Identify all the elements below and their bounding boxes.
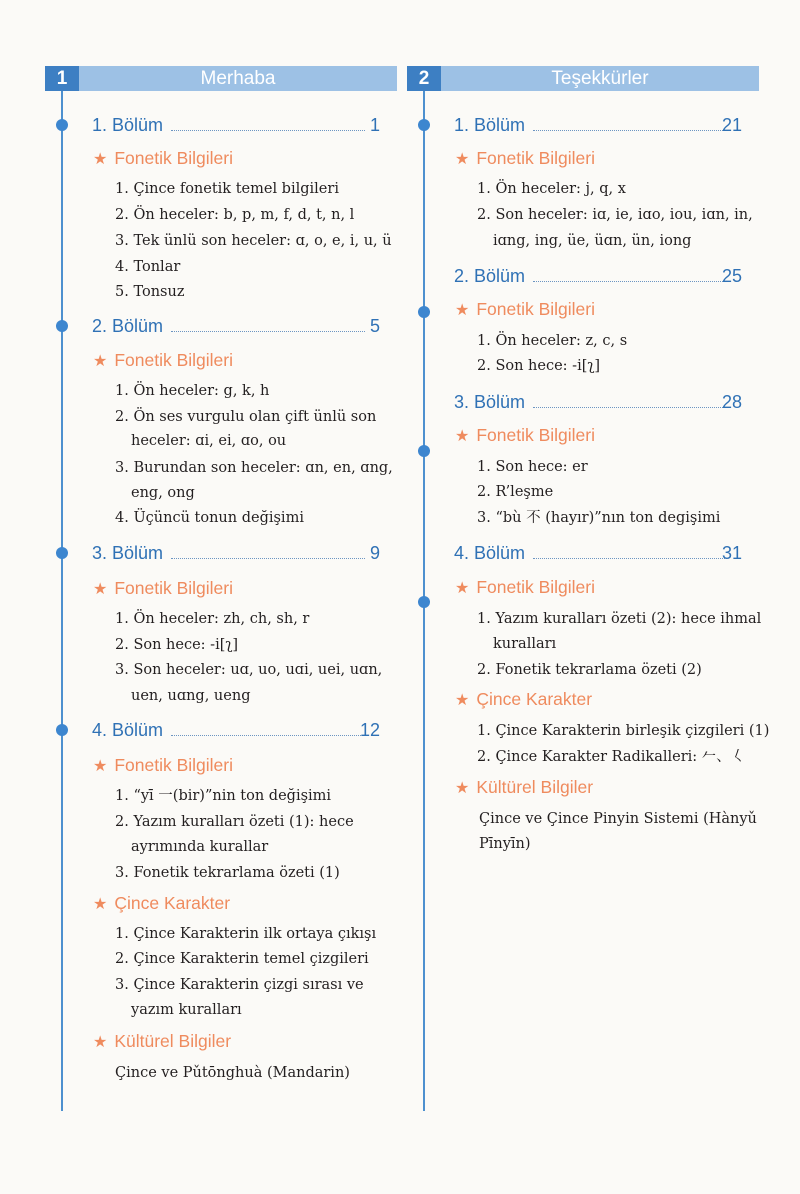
lesson-title: Merhaba <box>200 68 276 89</box>
list-item: 4. Üçüncü tonun değişimi <box>115 510 304 526</box>
list-item: 2. Ön heceler: b, p, m, f, d, t, n, l <box>115 207 355 223</box>
page-number: 28 <box>721 392 742 412</box>
list-item: 2. R’leşme <box>477 484 554 500</box>
timeline-dot <box>418 306 430 318</box>
section-cince-karakter: ★ Çince Karakter <box>455 689 593 709</box>
list-item: heceler: ɑi, ei, ɑo, ou <box>131 433 287 449</box>
section-fonetik: ★ Fonetik Bilgileri <box>93 578 233 598</box>
timeline-dot <box>418 445 430 457</box>
section-fonetik: ★ Fonetik Bilgileri <box>455 299 595 319</box>
page-number: 25 <box>721 266 742 286</box>
dot-leader <box>533 130 727 131</box>
dot-leader <box>533 407 727 408</box>
bolum-2-entry[interactable] <box>407 264 759 290</box>
list-item: 3. Çince Karakterin çizgi sırası ve <box>115 977 364 993</box>
timeline-dot <box>56 320 68 332</box>
bolum-3-entry[interactable] <box>407 390 759 416</box>
bolum-1-entry[interactable] <box>45 113 397 139</box>
list-item: iɑng, ing, üe, üɑn, ün, iong <box>493 233 692 249</box>
lesson-number: 1 <box>45 66 79 91</box>
timeline-line <box>61 91 63 1111</box>
lesson-title: Teşekkürler <box>551 68 649 89</box>
star-icon: ★ <box>93 581 108 598</box>
bolum-label: 3. Bölüm <box>454 390 528 414</box>
dot-leader <box>533 558 727 559</box>
star-icon: ★ <box>455 151 470 168</box>
lesson-number: 2 <box>407 66 441 91</box>
list-item: 2. Fonetik tekrarlama özeti (2) <box>477 662 702 678</box>
list-item: 1. Çince Karakterin ilk ortaya çıkışı <box>115 926 377 942</box>
page-number: 9 <box>369 543 380 563</box>
star-icon: ★ <box>93 353 108 370</box>
lesson-2-column <box>407 66 770 852</box>
bolum-4-entry[interactable] <box>45 718 397 744</box>
list-item: 1. Ön heceler: zh, ch, sh, r <box>115 611 310 627</box>
page-number: 5 <box>369 316 380 336</box>
list-item: 1. “yī 一(bir)”nin ton değişimi <box>115 788 332 804</box>
list-item: 2. Çince Karakter Radikalleri: 𠂉、𡿨 <box>477 749 746 765</box>
list-item: 1. Çince fonetik temel bilgileri <box>115 181 339 197</box>
dot-leader <box>533 281 727 282</box>
bolum-label: 2. Bölüm <box>454 264 528 288</box>
section-fonetik: ★ Fonetik Bilgileri <box>455 577 595 597</box>
bolum-2-entry[interactable] <box>45 314 397 340</box>
dot-leader <box>171 331 365 332</box>
dot-leader <box>171 130 365 131</box>
list-item: 3. “bù 不 (hayır)”nın ton degişimi <box>477 510 721 526</box>
star-icon: ★ <box>93 758 108 775</box>
list-item: ayrımında kurallar <box>131 839 269 855</box>
list-item: 3. Son heceler: uɑ, uo, uɑi, uei, uɑn, <box>115 662 383 678</box>
list-item: 4. Tonlar <box>115 259 181 275</box>
dot-leader <box>171 558 365 559</box>
bolum-label: 3. Bölüm <box>92 541 166 565</box>
page-number: 21 <box>721 115 742 135</box>
list-item: 2. Ön ses vurgulu olan çift ünlü son <box>115 409 377 425</box>
star-icon: ★ <box>455 780 470 797</box>
list-item: 2. Son hece: -i[ʅ] <box>115 637 239 653</box>
list-item: 2. Çince Karakterin temel çizgileri <box>115 951 369 967</box>
list-item: 3. Tek ünlü son heceler: ɑ, o, e, i, u, ü <box>115 233 392 249</box>
list-item: 1. Ön heceler: g, k, h <box>115 383 270 399</box>
timeline-dot <box>418 119 430 131</box>
section-fonetik: ★ Fonetik Bilgileri <box>93 148 233 168</box>
list-item: 2. Son hece: -i[ʅ] <box>477 358 601 374</box>
page-number: 1 <box>369 115 380 135</box>
bolum-label: 4. Bölüm <box>454 541 528 565</box>
star-icon: ★ <box>455 428 470 445</box>
list-item: Pīnyīn) <box>479 836 531 852</box>
star-icon: ★ <box>93 1034 108 1051</box>
page-number: 12 <box>359 720 380 740</box>
list-item: 1. Ön heceler: j, q, x <box>477 181 626 197</box>
list-item: kuralları <box>493 636 557 652</box>
list-item: yazım kuralları <box>131 1002 242 1018</box>
bolum-label: 2. Bölüm <box>92 314 166 338</box>
dot-leader <box>171 735 365 736</box>
lesson-header <box>45 66 397 91</box>
star-icon: ★ <box>455 692 470 709</box>
list-item: 3. Fonetik tekrarlama özeti (1) <box>115 865 340 881</box>
section-fonetik: ★ Fonetik Bilgileri <box>455 148 595 168</box>
star-icon: ★ <box>455 580 470 597</box>
section-fonetik: ★ Fonetik Bilgileri <box>93 350 233 370</box>
list-item: 2. Son heceler: iɑ, ie, iɑo, iou, iɑn, in, <box>477 207 753 223</box>
section-fonetik: ★ Fonetik Bilgileri <box>93 755 233 775</box>
list-item: 1. Ön heceler: z, c, s <box>477 333 628 349</box>
list-item: Çince ve Pǔtōnghuà (Mandarin) <box>115 1065 350 1081</box>
star-icon: ★ <box>455 302 470 319</box>
list-item: 3. Burundan son heceler: ɑn, en, ɑng, <box>115 460 393 476</box>
list-item: 1. Son hece: er <box>477 459 588 475</box>
bolum-label: 1. Bölüm <box>92 113 166 137</box>
star-icon: ★ <box>93 896 108 913</box>
timeline-dot <box>56 724 68 736</box>
lesson-1-column <box>45 66 397 1081</box>
timeline-dot <box>56 547 68 559</box>
list-item: 2. Yazım kuralları özeti (1): hece <box>115 814 354 830</box>
list-item: Çince ve Çince Pinyin Sistemi (Hànyǔ <box>479 811 757 827</box>
bolum-3-entry[interactable] <box>45 541 397 567</box>
star-icon: ★ <box>93 151 108 168</box>
section-kulturel: ★ Kültürel Bilgiler <box>93 1031 232 1051</box>
timeline-dot <box>56 119 68 131</box>
list-item: eng, ong <box>131 485 195 501</box>
lesson-header <box>407 66 759 91</box>
list-item: 1. Yazım kuralları özeti (2): hece ihmal <box>477 611 762 627</box>
section-cince-karakter: ★ Çince Karakter <box>93 893 231 913</box>
section-fonetik: ★ Fonetik Bilgileri <box>455 425 595 445</box>
list-item: 1. Çince Karakterin birleşik çizgileri (1) <box>477 723 770 739</box>
bolum-1-entry[interactable] <box>407 113 759 139</box>
bolum-label: 4. Bölüm <box>92 718 166 742</box>
page-number: 31 <box>721 543 742 563</box>
section-kulturel: ★ Kültürel Bilgiler <box>455 777 594 797</box>
timeline-dot <box>418 596 430 608</box>
bolum-label: 1. Bölüm <box>454 113 528 137</box>
bolum-4-entry[interactable] <box>407 541 759 567</box>
list-item: uen, uɑng, ueng <box>131 688 251 704</box>
list-item: 5. Tonsuz <box>115 284 185 300</box>
